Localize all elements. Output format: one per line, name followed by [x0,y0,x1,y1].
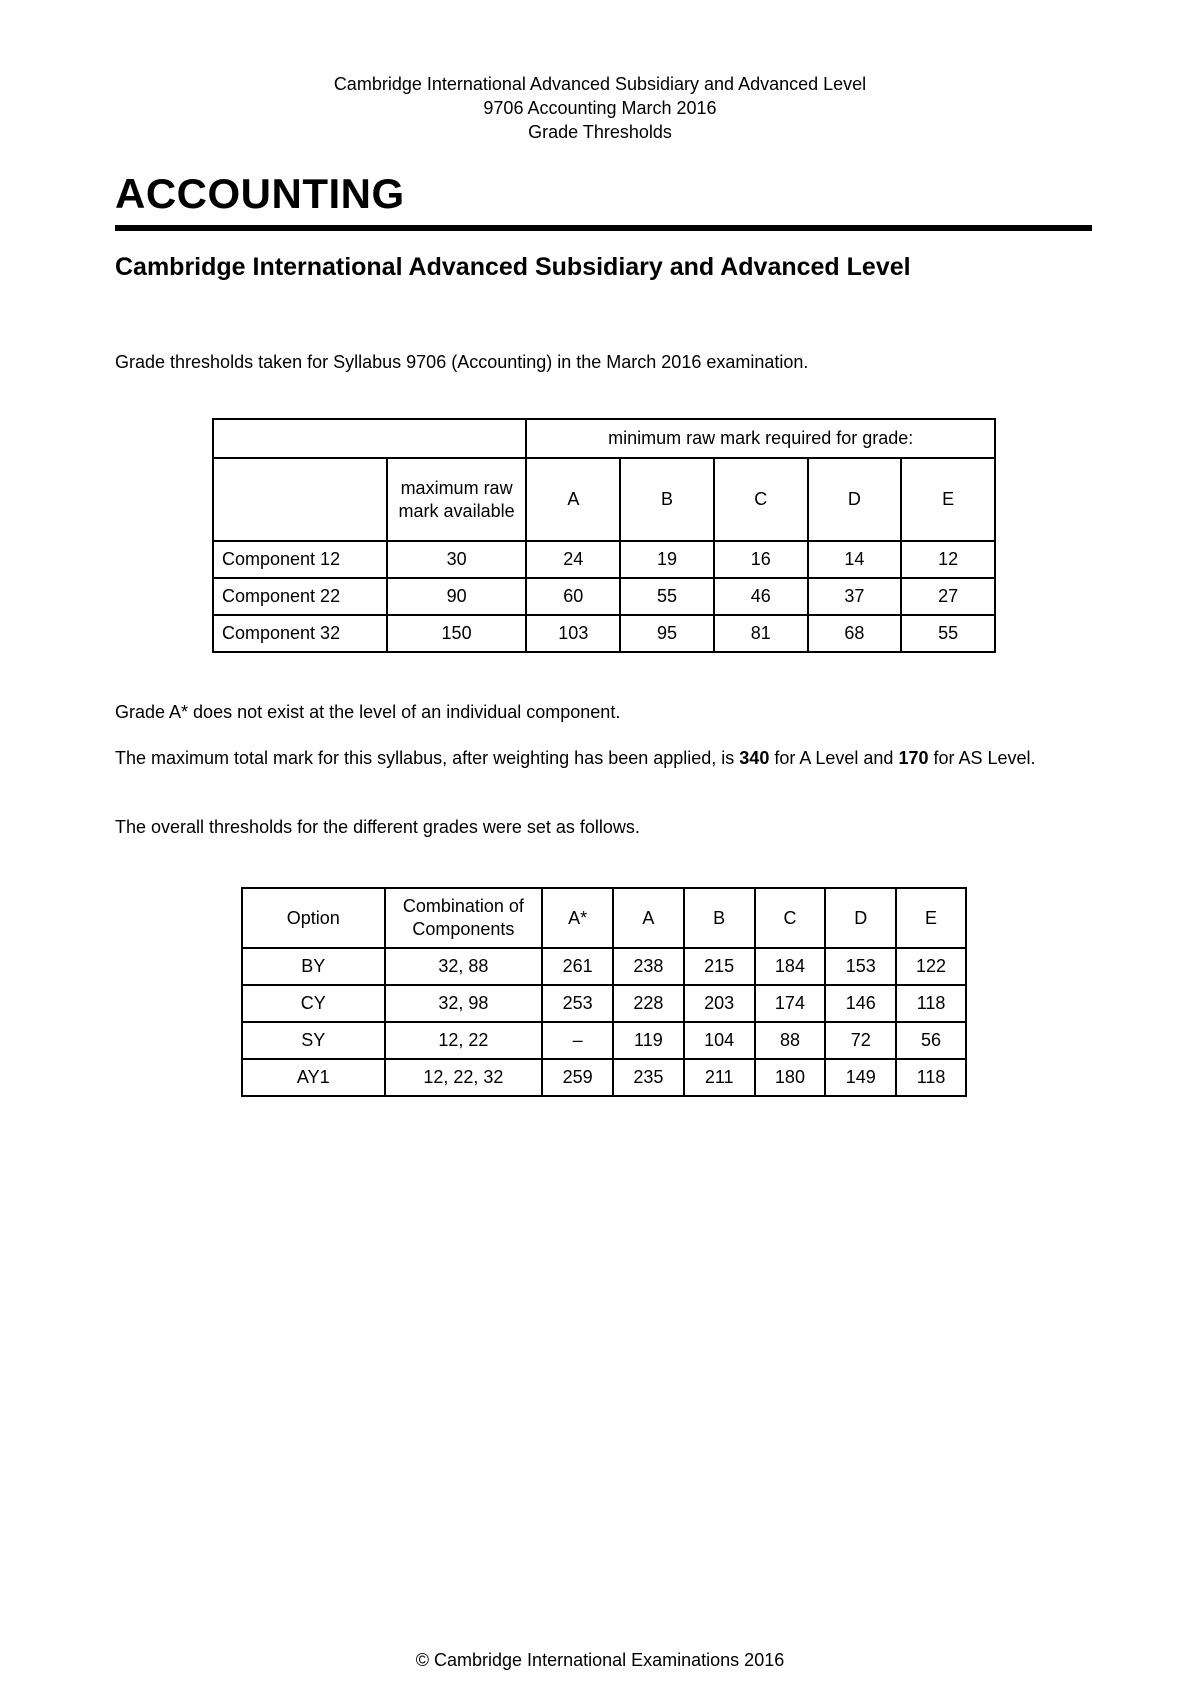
title-divider [115,225,1092,231]
grade-e-mark: 56 [896,1022,966,1059]
table-row [242,948,966,985]
max-mark: 30 [387,541,527,578]
a-level-max-mark: 340 [739,748,770,768]
header-line-3: Grade Thresholds [528,122,672,142]
page-subtitle: Cambridge International Advanced Subsidiary and Advanced Level [115,253,911,281]
grade-header: C [755,888,826,948]
grade-c-mark: 174 [755,985,826,1022]
grade-astar-mark: 259 [542,1059,613,1096]
grade-d-mark: 37 [808,578,902,615]
option-cell: SY [242,1022,385,1059]
grade-a-mark: 235 [613,1059,684,1096]
grade-e-mark: 27 [901,578,995,615]
empty-header-cell [213,458,387,541]
header-line-1: Cambridge International Advanced Subsidiary and Advanced Level [333,74,867,94]
grade-b-mark: 215 [684,948,755,985]
table-header-row [213,458,995,541]
grade-header: B [684,888,755,948]
grade-d-mark: 72 [825,1022,896,1059]
grade-c-mark: 81 [714,615,808,652]
table-row [213,578,995,615]
table-header-row [242,888,966,948]
grade-header: A [613,888,684,948]
grade-astar-mark: 261 [542,948,613,985]
astar-note: Grade A* does not exist at the level of an individual component. [115,702,621,722]
grade-a-mark: 119 [613,1022,684,1059]
intro-text: Grade thresholds taken for Syllabus 9706 (Accounting) in the March 2016 examination. [115,352,809,372]
component-thresholds-table [212,418,996,653]
table-row [242,985,966,1022]
component-name: Component 32 [213,615,387,652]
component-name: Component 12 [213,541,387,578]
empty-header-cell [213,419,526,458]
table-row [242,1059,966,1096]
grade-c-mark: 184 [755,948,826,985]
grade-a-mark: 60 [526,578,620,615]
grade-b-mark: 55 [620,578,714,615]
grade-d-mark: 68 [808,615,902,652]
grade-header: D [808,458,902,541]
grade-header: A* [542,888,613,948]
grade-c-mark: 46 [714,578,808,615]
header-line-2: 9706 Accounting March 2016 [483,98,717,118]
combination-cell: 32, 98 [385,985,543,1022]
grade-b-mark: 95 [620,615,714,652]
max-total-mid: for A Level and [769,748,899,768]
max-mark: 150 [387,615,527,652]
combination-cell: 32, 88 [385,948,543,985]
grade-b-mark: 19 [620,541,714,578]
group-header-cell: minimum raw mark required for grade: [526,419,995,458]
table-row [213,615,995,652]
option-header: Option [242,888,385,948]
grade-e-mark: 55 [901,615,995,652]
grade-b-mark: 104 [684,1022,755,1059]
component-name: Component 22 [213,578,387,615]
grade-header: B [620,458,714,541]
grade-d-mark: 153 [825,948,896,985]
option-cell: CY [242,985,385,1022]
max-mark-header: maximum raw mark available [387,458,527,541]
grade-a-mark: 103 [526,615,620,652]
grade-e-mark: 118 [896,1059,966,1096]
grade-b-mark: 203 [684,985,755,1022]
option-cell: AY1 [242,1059,385,1096]
grade-e-mark: 118 [896,985,966,1022]
max-total-pre: The maximum total mark for this syllabus, after weighting has been applied, is [115,748,740,768]
grade-e-mark: 122 [896,948,966,985]
page-header [0,72,1200,144]
grade-c-mark: 88 [755,1022,826,1059]
grade-e-mark: 12 [901,541,995,578]
combination-cell: 12, 22 [385,1022,543,1059]
grade-astar-mark: – [542,1022,613,1059]
grade-header: A [526,458,620,541]
grade-d-mark: 146 [825,985,896,1022]
grade-astar-mark: 253 [542,985,613,1022]
grade-a-mark: 24 [526,541,620,578]
grade-c-mark: 180 [755,1059,826,1096]
overall-thresholds-table [241,887,967,1097]
page-footer: © Cambridge International Examinations 2016 [415,1650,785,1670]
max-total-text [115,746,1100,770]
as-level-max-mark: 170 [898,748,929,768]
overall-intro: The overall thresholds for the different grades were set as follows. [115,817,640,837]
combination-header: Combination of Components [385,888,543,948]
grade-a-mark: 228 [613,985,684,1022]
grade-header: E [901,458,995,541]
grade-b-mark: 211 [684,1059,755,1096]
table-group-header-row [213,419,995,458]
option-cell: BY [242,948,385,985]
max-total-post: for AS Level. [928,748,1036,768]
combination-cell: 12, 22, 32 [385,1059,543,1096]
max-mark: 90 [387,578,527,615]
grade-c-mark: 16 [714,541,808,578]
grade-d-mark: 149 [825,1059,896,1096]
page-title: ACCOUNTING [115,170,405,217]
grade-header: C [714,458,808,541]
grade-header: D [825,888,896,948]
table-row [242,1022,966,1059]
grade-d-mark: 14 [808,541,902,578]
table-row [213,541,995,578]
grade-header: E [896,888,966,948]
grade-a-mark: 238 [613,948,684,985]
